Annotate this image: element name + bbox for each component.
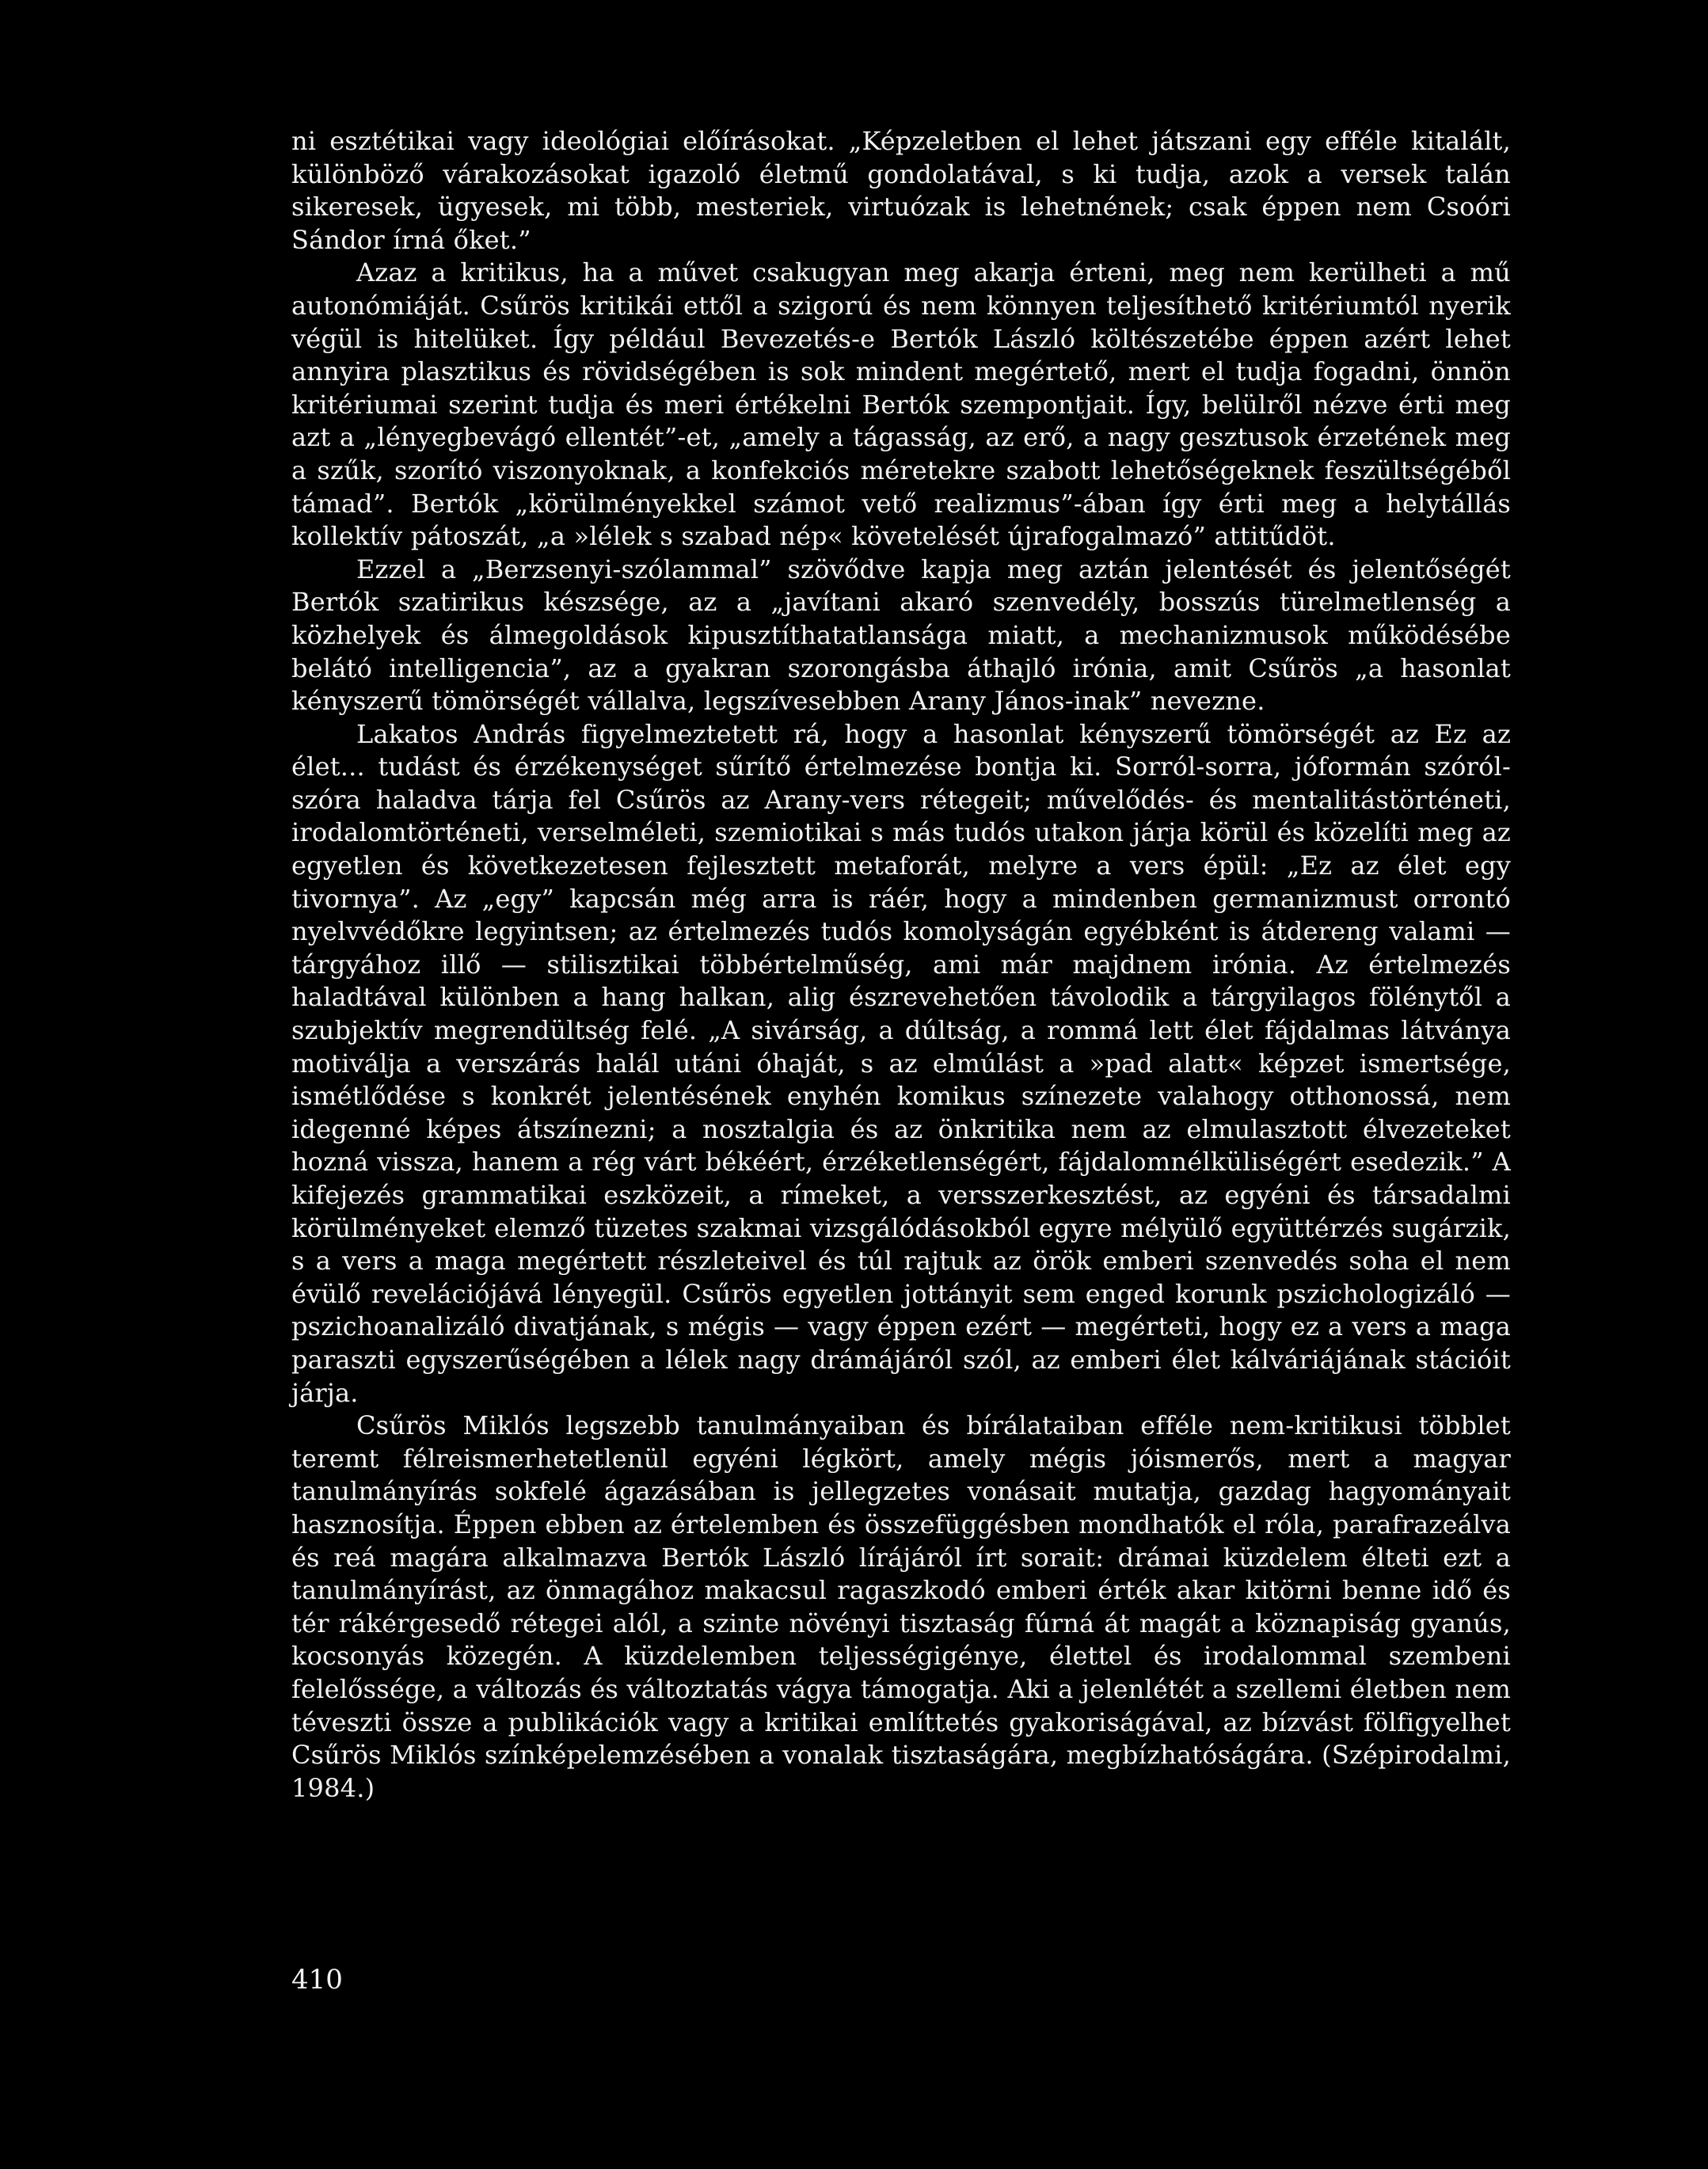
body-text	[291, 125, 1511, 1805]
page-number: 410	[291, 1964, 343, 1996]
paragraph-5: Csűrös Miklós legszebb tanulmányaiban és bírálataiban efféle nem-kritikusi többlet teremt félreismerhetetlenül egyéni légkört, amely mégis jóismerős, mert a magyar tanulmányírás sokfelé ágazásában is jellegzetes vonásait mutatja, gazdag hagyományait hasznosítja. Éppen ebben az értelemben és összefüggésben mondhatók el róla, parafrazeálva és reá magára alkalmazva Bertók László lírájáról írt sorait: drámai küzdelem élteti ezt a tanulmányírást, az önmagához makacsul ragaszkodó emberi érték akar kitörni benne idő és tér rákérgesedő rétegei alól, a szinte növényi tisztaság fúrná át magát a köznapiság gyanús, kocsonyás közegén. A küzdelemben teljességigénye, élettel és irodalommal szembeni felelőssége, a változás és változtatás vágya támogatja. Aki a jelenlétét a szellemi életben nem téveszti össze a publikációk vagy a kritikai említtetés gyakoriságával, az bízvást fölfigyelhet Csűrös Miklós színképelemzésében a vonalak tisztaságára, megbízhatóságára. (Szépirodalmi, 1984.)	[291, 1410, 1511, 1803]
paragraph-4: Lakatos András figyelmeztetett rá, hogy a hasonlat kényszerű tömörségét az Ez az élet... tudást és érzékenységet sűrítő értelmezése bontja ki. Sorról-sorra, jóformán szóról-szóra haladva tárja fel Csűrös az Arany-vers rétegeit; művelődés- és mentalitástörténeti, irodalomtörténeti, verselméleti, szemiotikai s más tudós utakon járja körül és közelíti meg az egyetlen és következetesen fejlesztett metaforát, melyre a vers épül: „Ez az élet egy tivornya”. Az „egy” kapcsán még arra is ráér, hogy a mindenben germanizmust orrontó nyelvvédőkre legyintsen; az értelmezés tudós komolyságán egyébként is átdereng valami — tárgyához illő — stilisztikai többértelműség, ami már majdnem irónia. Az értelmezés haladtával különben a hang halkan, alig észrevehetően távolodik a tárgyilagos fölénytől a szubjektív megrendültség felé. „A sivárság, a dúltság, a rommá lett élet fájdalmas látványa motiválja a verszárás halál utáni óhaját, s az elmúlást a »pad alatt« képzet ismertsége, ismétlődése s konkrét jelentésének enyhén komikus színezete valahogy otthonossá, nem idegenné képes átszínezni; a nosztalgia és az önkritika nem az elmulasztott élvezeteket hozná vissza, hanem a rég várt békéért, érzéketlenségért, fájdalomnélküliségért esedezik.” A kifejezés grammatikai eszközeit, a rímeket, a versszerkesztést, az egyéni és társadalmi körülményeket elemző tüzetes szakmai vizsgálódásokból egyre mélyülő együttérzés sugárzik, s a vers a maga megértett részleteivel és túl rajtuk az örök emberi szenvedés soha el nem évülő revelációjává lényegül. Csűrös egyetlen jottányit sem enged korunk pszichologizáló — pszichoanalizáló divatjának, s mégis — vagy éppen ezért — megérteti, hogy ez a vers a maga paraszti egyszerűségében a lélek nagy drámájáról szól, az emberi élet kálváriájának stációit járja.	[291, 718, 1511, 1408]
paragraph-3: Ezzel a „Berzsenyi-szólammal” szövődve kapja meg aztán jelentését és jelentőségét Bertók szatirikus készsége, az a „javítani akaró szenvedély, bosszús türelmetlenség a közhelyek és álmegoldások kipusztíthatatlansága miatt, a mechanizmusok működésébe belátó intelligencia”, az a gyakran szorongásba áthajló irónia, amit Csűrös „a hasonlat kényszerű tömörségét vállalva, legszívesebben Arany János-inak” nevezne.	[291, 554, 1511, 717]
paragraph-1: ni esztétikai vagy ideológiai előírásokat. „Képzeletben el lehet játszani egy efféle kitalált, különböző várakozásokat igazoló életmű gondolatával, s ki tudja, azok a versek talán sikeresek, ügyesek, mi több, mesteriek, virtuózak is lehetnének; csak éppen nem Csoóri Sándor írná őket.”	[291, 126, 1511, 255]
paragraph-2: Azaz a kritikus, ha a művet csakugyan meg akarja érteni, meg nem kerülheti a mű autonómiáját. Csűrös kritikái ettől a szigorú és nem könnyen teljesíthető kritériumtól nyerik végül is hitelüket. Így például Bevezetés-e Bertók László költészetébe éppen azért lehet annyira plasztikus és rövidségében is sok mindent megértető, mert el tudja fogadni, önnön kritériumai szerint tudja és meri értékelni Bertók szempontjait. Így, belülről nézve érti meg azt a „lényegbevágó ellentét”-et, „amely a tágasság, az erő, a nagy gesztusok érzetének meg a szűk, szorító viszonyoknak, a konfekciós méretekre szabott lehetőségeknek feszültségéből támad”. Bertók „körülményekkel számot vető realizmus”-ában így érti meg a helytállás kollektív pátoszát, „a »lélek s szabad nép« követelését újrafogalmazó” attitűdöt.	[291, 257, 1511, 552]
